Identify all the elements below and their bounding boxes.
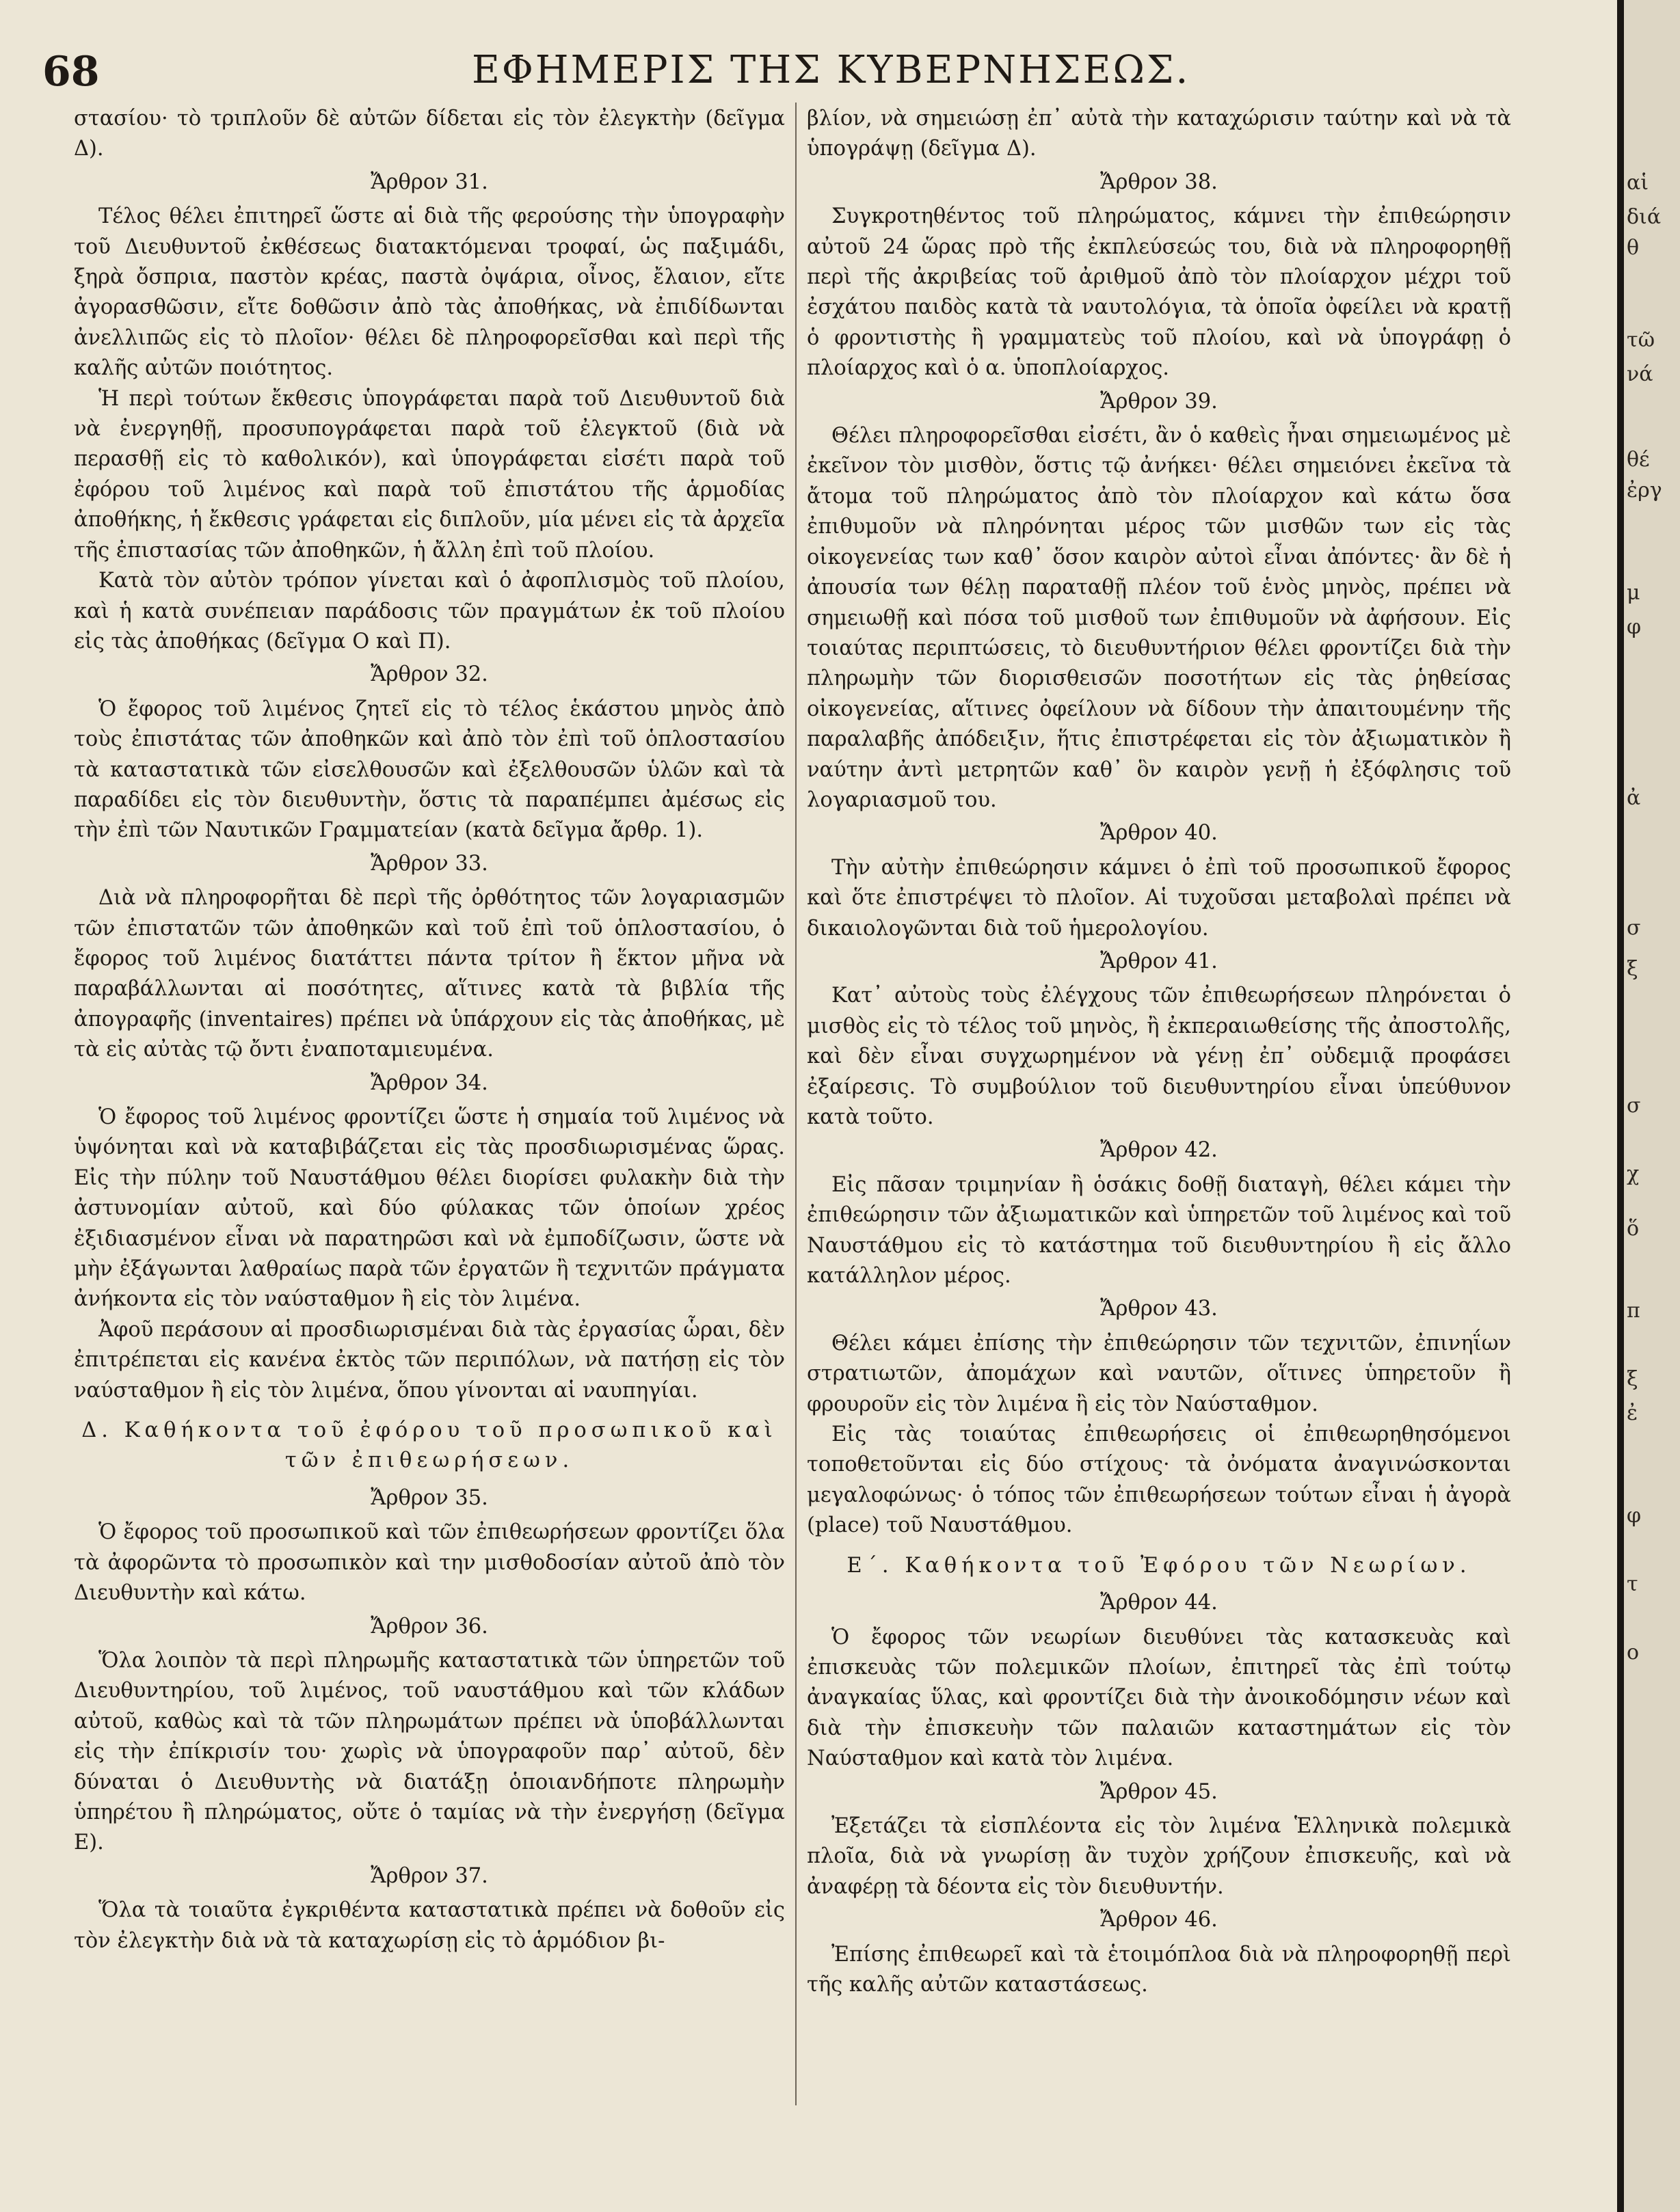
adjacent-page-fragment: ξ bbox=[1627, 1367, 1638, 1391]
article-heading: Ἄρθρον 46. bbox=[1100, 1908, 1218, 1932]
paragraph: Ὁ ἔφορος τοῦ προσωπικοῦ καὶ τῶν ἐπιθεωρήσεων φροντίζει ὅλα τὰ ἀφορῶντα τὸ προσωπικὸν καὶ την μισθοδοσίαν αὐτοῦ ἀπὸ τὸν Διευθυντὴν καὶ κάτω. bbox=[74, 1520, 785, 1606]
adjacent-page-fragment: ὅ bbox=[1627, 1217, 1640, 1241]
article-heading: Ἄρθρον 31. bbox=[371, 170, 488, 194]
binding-gutter bbox=[1617, 0, 1624, 2212]
left-column bbox=[74, 104, 785, 1956]
paragraph: Εἰς πᾶσαν τριμηνίαν ἢ ὁσάκις δοθῇ διαταγὴ, θέλει κάμει τὴν ἐπιθεώρησιν τῶν ἀξιωματικῶν καὶ ὑπηρετῶν τοῦ λιμένος καὶ τοῦ Ναυστάθμου εἰς τὸ κατάστημα τοῦ διευθυντηρίου ἢ εἰς ἄλλο κατάλληλον μέρος. bbox=[807, 1172, 1511, 1289]
page-number: 68 bbox=[42, 48, 100, 96]
article-heading: Ἄρθρον 40. bbox=[1100, 821, 1218, 846]
paragraph: Θέλει πληροφορεῖσθαι εἰσέτι, ἂν ὁ καθεὶς ἦναι σημειωμένος μὲ ἐκεῖνον τὸν μισθὸν, ὅστις τῷ ἀνήκει· θέλει σημειόνει ἐκεῖνα τὰ ἄτομα τοῦ πληρώματος ἀπὸ τὸν πλοίαρχον καὶ κάτω ὅσα ἐπιθυμοῦν νὰ πληρόνηται μέρος τῶν μισθῶν των εἰς τὰς οἰκογενείας των καθ᾽ ὅσον καιρὸν αὐτοὶ εἶναι ἀπόντες· ἂν δὲ ἡ ἀπουσία των θέλῃ παραταθῇ πλέον τοῦ ἑνὸς μηνὸς, πρέπει νὰ σημειωθῇ καὶ πόσα τοῦ μισθοῦ των ἐπιθυμοῦν νὰ ἀφήσουν. Εἰς τοιαύτας περιπτώσεις, τὸ διευθυντήριον θέλει φροντίζει διὰ τὴν πληρωμὴν τῶν διορισθεισῶν ποσοτήτων εἰς τὰς ῥηθείσας οἰκογενείας, αἵτινες ὀφείλουν νὰ δίδουν τὴν ἀπαιτουμένην τῆς παραλαβῆς ἀπόδειξιν, ἥτις ἐπιστρέφεται εἰς τὸν ἀξιωματικὸν ἢ ναύτην ἀντὶ μετρητῶν καθ᾽ ὃν καιρὸν γενῇ ἡ ἐξόφλησις τοῦ λογαριασμοῦ του. bbox=[807, 424, 1511, 812]
adjacent-page-fragment: αἱ bbox=[1627, 171, 1649, 195]
adjacent-page-fragment: π bbox=[1627, 1299, 1640, 1323]
paragraph: Ὁ ἔφορος τοῦ λιμένος φροντίζει ὥστε ἡ σημαία τοῦ λιμένος νὰ ὑψόνηται καὶ νὰ καταβιβάζεται εἰς τὰς προσδιωρισμένας ὥρας. Εἰς τὴν πύλην τοῦ Ναυστάθμου θέλει διορίσει φυλακὴν διὰ τὴν ἀστυνομίαν αὐτοῦ, καὶ δύο φύλακας τῶν ὁποίων χρέος ἐξιδιασμένον εἶναι νὰ παρατηρῶσι καὶ νὰ ἐμποδίζωσιν, ὥστε νὰ μὴν ἐξάγωνται λαθραίως παρὰ τῶν ἐργατῶν ἢ τεχνιτῶν πράγματα ἀνήκοντα εἰς τὸν ναύσταθμον ἢ εἰς τὸν λιμένα. bbox=[74, 1105, 785, 1312]
article-heading: Ἄρθρον 42. bbox=[1100, 1138, 1218, 1163]
paragraph: Εἰς τὰς τοιαύτας ἐπιθεωρήσεις οἱ ἐπιθεωρηθησόμενοι τοποθετοῦνται εἰς δύο στίχους· τὰ ὀνόματα ἀναγινώσκονται μεγαλοφώνως· ὁ τόπος τῶν ἐπιθεωρήσεων τούτων εἶναι ἡ ἀγορὰ (place) τοῦ Ναυστάθμου. bbox=[807, 1422, 1511, 1538]
adjacent-page-fragment: σ bbox=[1627, 1094, 1641, 1118]
adjacent-page-fragment: θ bbox=[1627, 236, 1640, 260]
article-heading: Ἄρθρον 35. bbox=[371, 1485, 488, 1510]
column-divider bbox=[795, 103, 797, 2105]
article-heading: Ἄρθρον 37. bbox=[371, 1863, 488, 1888]
paragraph: Ὅλα τὰ τοιαῦτα ἐγκριθέντα καταστατικὰ πρέπει νὰ δοθοῦν εἰς τὸν ἐλεγκτὴν διὰ νὰ τὰ καταχωρίσῃ εἰς τὸ ἁρμόδιον βι- bbox=[74, 1898, 785, 1953]
adjacent-page-fragment: νά bbox=[1627, 362, 1653, 386]
adjacent-page-fragment: ο bbox=[1627, 1641, 1640, 1664]
article-heading: Ἄρθρον 34. bbox=[371, 1070, 488, 1095]
adjacent-page-fragment: ξ bbox=[1627, 957, 1638, 981]
adjacent-page-fragment: διά bbox=[1627, 205, 1662, 229]
paragraph: Ὅλα λοιπὸν τὰ περὶ πληρωμῆς καταστατικὰ τῶν ὑπηρετῶν τοῦ Διευθυντηρίου, τοῦ λιμένος, τοῦ ναυστάθμου καὶ τῶν κλάδων αὐτοῦ, καθὼς καὶ τὰ τῶν πληρωμάτων πρέπει νὰ ὑποβάλλωνται εἰς τὴν ἐπίκρισίν του· χωρὶς νὰ ὑπογραφοῦν παρ᾽ αὐτοῦ, δὲν δύναται ὁ Διευθυντὴς νὰ διατάξῃ ὁποιανδήποτε πληρωμὴν ὑπηρέτου ἢ πληρώματος, οὔτε ὁ ταμίας νὰ τὴν ἐνεργήσῃ (δεῖγμα Ε). bbox=[74, 1648, 785, 1855]
adjacent-page-fragment: ἀ bbox=[1627, 786, 1641, 810]
adjacent-page-fragment: φ bbox=[1627, 1504, 1642, 1528]
article-heading: Ἄρθρον 44. bbox=[1100, 1591, 1218, 1615]
article-heading: Ἄρθρον 32. bbox=[371, 662, 488, 687]
adjacent-page-fragment: φ bbox=[1627, 615, 1642, 639]
paragraph: Τὴν αὐτὴν ἐπιθεώρησιν κάμνει ὁ ἐπὶ τοῦ προσωπικοῦ ἔφορος καὶ ὅτε ἐπιστρέψει τὸ πλοῖον. Αἱ τυχοῦσαι μεταβολαὶ πρέπει νὰ δικαιολογῶνται διὰ τοῦ ἡμερολογίου. bbox=[807, 855, 1511, 941]
adjacent-page-edge bbox=[1624, 0, 1680, 2212]
adjacent-page-fragment: τ bbox=[1627, 1572, 1638, 1596]
paragraph: Διὰ νὰ πληροφορῆται δὲ περὶ τῆς ὀρθότητος τῶν λογαριασμῶν τῶν ἐπιστατῶν τῶν ἀποθηκῶν καὶ τοῦ ἐπὶ τοῦ ὁπλοστασίου, ὁ ἔφορος τοῦ λιμένος διατάττει πάντα τρίτον ἢ ἕκτον μῆνα νὰ παραβάλλωνται αἱ ποσότητες, αἵτινες κατὰ τὰ βιβλία τῆς ἀπογραφῆς (inventaires) πρέπει νὰ ὑπάρχουν εἰς τὰς ἀποθήκας, μὲ τὰ εἰς αὐτὰς τῷ ὄντι ἐναποταμιευμένα. bbox=[74, 886, 785, 1062]
article-heading: Ἄρθρον 38. bbox=[1100, 170, 1218, 194]
paragraph: Ἐπίσης ἐπιθεωρεῖ καὶ τὰ ἑτοιμόπλοα διὰ νὰ πληροφορηθῇ περὶ τῆς καλῆς αὐτῶν καταστάσεως. bbox=[807, 1942, 1511, 1997]
article-heading: Ἄρθρον 36. bbox=[371, 1614, 488, 1638]
adjacent-page-fragment: θέ bbox=[1627, 448, 1650, 472]
adjacent-page-fragment: ἐργ bbox=[1627, 478, 1662, 502]
adjacent-page-fragment: σ bbox=[1627, 916, 1641, 940]
paragraph: Ἐξετάζει τὰ εἰσπλέοντα εἰς τὸν λιμένα Ἑλληνικὰ πολεμικὰ πλοῖα, διὰ νὰ γνωρίσῃ ἂν τυχὸν χρήζουν ἐπισκευῆς, καὶ νὰ ἀναφέρῃ τὰ δέοντα εἰς τὸν διευθυντήν. bbox=[807, 1813, 1511, 1899]
paragraph: Συγκροτηθέντος τοῦ πληρώματος, κάμνει τὴν ἐπιθεώρησιν αὐτοῦ 24 ὥρας πρὸ τῆς ἐκπλεύσεώς του, διὰ νὰ πληροφορηθῇ περὶ τῆς ἀκριβείας τοῦ ἀριθμοῦ ἀπὸ τὸν πλοίαρχον μέχρι τοῦ ἐσχάτου παιδὸς κατὰ τὰ ναυτολόγια, τὰ ὁποῖα ὀφείλει νὰ κρατῇ ὁ φροντιστὴς ἢ γραμματεὺς τοῦ πλοίου, καὶ νὰ ὑπογράφῃ ὁ πλοίαρχος καὶ ὁ α. ὑποπλοίαρχος. bbox=[807, 204, 1511, 381]
article-heading: Ἄρθρον 39. bbox=[1100, 389, 1218, 414]
paragraph: βλίον, νὰ σημειώσῃ ἐπ᾽ αὐτὰ τὴν καταχώρισιν ταύτην καὶ νὰ τὰ ὑπογράψῃ (δεῖγμα Δ). bbox=[807, 107, 1511, 161]
paragraph: Κατὰ τὸν αὐτὸν τρόπον γίνεται καὶ ὁ ἀφοπλισμὸς τοῦ πλοίου, καὶ ἡ κατὰ συνέπειαν παράδοσις τῶν πραγμάτων ἐκ τοῦ πλοίου εἰς τὰς ἀποθήκας (δεῖγμα Ο καὶ Π). bbox=[74, 569, 785, 653]
adjacent-page-fragment: τῶ bbox=[1627, 328, 1655, 352]
adjacent-page-fragment: ἐ bbox=[1627, 1401, 1638, 1425]
paragraph: Ἡ περὶ τούτων ἔκθεσις ὑπογράφεται παρὰ τοῦ Διευθυντοῦ διὰ νὰ ἐνεργηθῇ, προσυπογράφεται παρὰ τοῦ ἐλεγκτοῦ (διὰ νὰ περασθῇ εἰς τὸ καθολικόν), καὶ ὑπογράφεται εἰσέτι παρὰ τοῦ ἐφόρου τοῦ λιμένος καὶ παρὰ τοῦ ἐπιστάτου τῆς ἁρμοδίας ἀποθήκης, ἡ ἔκθεσις γράφεται εἰς διπλοῦν, μία μένει εἰς τὰ ἀρχεῖα τῆς ἐπιστασίας τῶν ἀποθηκῶν, ἡ ἄλλη ἐπὶ τοῦ πλοίου. bbox=[74, 386, 785, 563]
paragraph: Ἀφοῦ περάσουν αἱ προσδιωρισμέναι διὰ τὰς ἐργασίας ὧραι, δὲν ἐπιτρέπεται εἰς κανένα ἐκτὸς τῶν περιπόλων, νὰ πατήσῃ εἰς τὸν ναύσταθμον ἢ εἰς τὸν λιμένα, ὅπου γίνονται αἱ ναυπηγίαι. bbox=[74, 1317, 785, 1403]
paragraph: Ὁ ἔφορος τῶν νεωρίων διευθύνει τὰς κατασκευὰς καὶ ἐπισκευὰς τῶν πολεμικῶν πλοίων, ἐπιτηρεῖ τὰς ἐπὶ τούτῳ ἀναγκαίας ὕλας, καὶ φροντίζει διὰ τὴν ἀνοικοδόμησιν νέων καὶ διὰ τὴν ἐπισκευὴν τῶν παλαιῶν καταστημάτων εἰς τὸν Ναύσταθμον καὶ κατὰ τὸν λιμένα. bbox=[807, 1625, 1511, 1771]
paragraph: στασίου· τὸ τριπλοῦν δὲ αὐτῶν δίδεται εἰς τὸν ἐλεγκτὴν (δεῖγμα Δ). bbox=[74, 107, 785, 161]
adjacent-page-fragment: χ bbox=[1627, 1162, 1640, 1186]
section-heading: Ε΄. Καθήκοντα τοῦ Ἐφόρου τῶν Νεωρίων. bbox=[846, 1553, 1471, 1578]
article-heading: Ἄρθρον 43. bbox=[1100, 1297, 1218, 1321]
article-heading: Ἄρθρον 41. bbox=[1100, 949, 1218, 973]
section-heading: Δ. Καθήκοντα τοῦ ἐφόρου τοῦ προσωπικοῦ καὶ τῶν ἐπιθεωρήσεων. bbox=[81, 1418, 777, 1473]
article-heading: Ἄρθρον 33. bbox=[371, 851, 488, 876]
paragraph: Κατ᾽ αὐτοὺς τοὺς ἐλέγχους τῶν ἐπιθεωρήσεων πληρόνεται ὁ μισθὸς εἰς τὸ τέλος τοῦ μηνὸς, ἢ ἐκπεραιωθείσης τῆς ἀποστολῆς, καὶ δὲν εἶναι συγχωρημένον νὰ γένῃ ἐπ᾽ οὐδεμιᾷ προφάσει ἐξαίρεσις. Τὸ συμβούλιον τοῦ διευθυντηρίου εἶναι ὑπεύθυνον κατὰ τοῦτο. bbox=[807, 984, 1511, 1129]
running-title: ΕΦΗΜΕΡΙΣ ΤΗΣ ΚΥΒΕΡΝΗΣΕΩΣ. bbox=[472, 48, 1190, 92]
right-column bbox=[807, 104, 1511, 2000]
paragraph: Ὁ ἔφορος τοῦ λιμένος ζητεῖ εἰς τὸ τέλος ἑκάστου μηνὸς ἀπὸ τοὺς ἐπιστάτας τῶν ἀποθηκῶν καὶ ἀπὸ τὸν ἐπὶ τοῦ ὁπλοστασίου τὰ καταστατικὰ τῶν εἰσελθουσῶν καὶ ἐξελθουσῶν ὑλῶν καὶ τὰ παραδίδει εἰς τὸν διευθυντὴν, ὅστις τὰ παραπέμπει ἀμέσως εἰς τὴν ἐπὶ τῶν Ναυτικῶν Γραμματείαν (κατὰ δεῖγμα ἄρθρ. 1). bbox=[74, 697, 785, 843]
article-heading: Ἄρθρον 45. bbox=[1100, 1779, 1218, 1804]
paragraph: Τέλος θέλει ἐπιτηρεῖ ὥστε αἱ διὰ τῆς φερούσης τὴν ὑπογραφὴν τοῦ Διευθυντοῦ ἐκθέσεως διατακτόμεναι τροφαί, ὡς παξιμάδι, ξηρὰ ὄσπρια, παστὸν κρέας, παστὰ ὀψάρια, οἶνος, ἔλαιον, εἴτε ἀγορασθῶσιν, εἴτε δοθῶσιν ἀπὸ τὰς ἀποθήκας, νὰ ἐπιδίδωνται ἀνελλιπῶς εἰς τὸ πλοῖον· θέλει δὲ πληροφορεῖσθαι καὶ περὶ τῆς καλῆς αὐτῶν ποιότητος. bbox=[74, 204, 785, 381]
paragraph: Θέλει κάμει ἐπίσης τὴν ἐπιθεώρησιν τῶν τεχνιτῶν, ἐπινηΐων στρατιωτῶν, ἀπομάχων καὶ ναυτῶν, οἵτινες ὑπηρετοῦν ἢ φρουροῦν εἰς τὸν λιμένα ἢ εἰς τὸν Ναύσταθμον. bbox=[807, 1331, 1511, 1416]
adjacent-page-fragment: μ bbox=[1627, 581, 1640, 605]
